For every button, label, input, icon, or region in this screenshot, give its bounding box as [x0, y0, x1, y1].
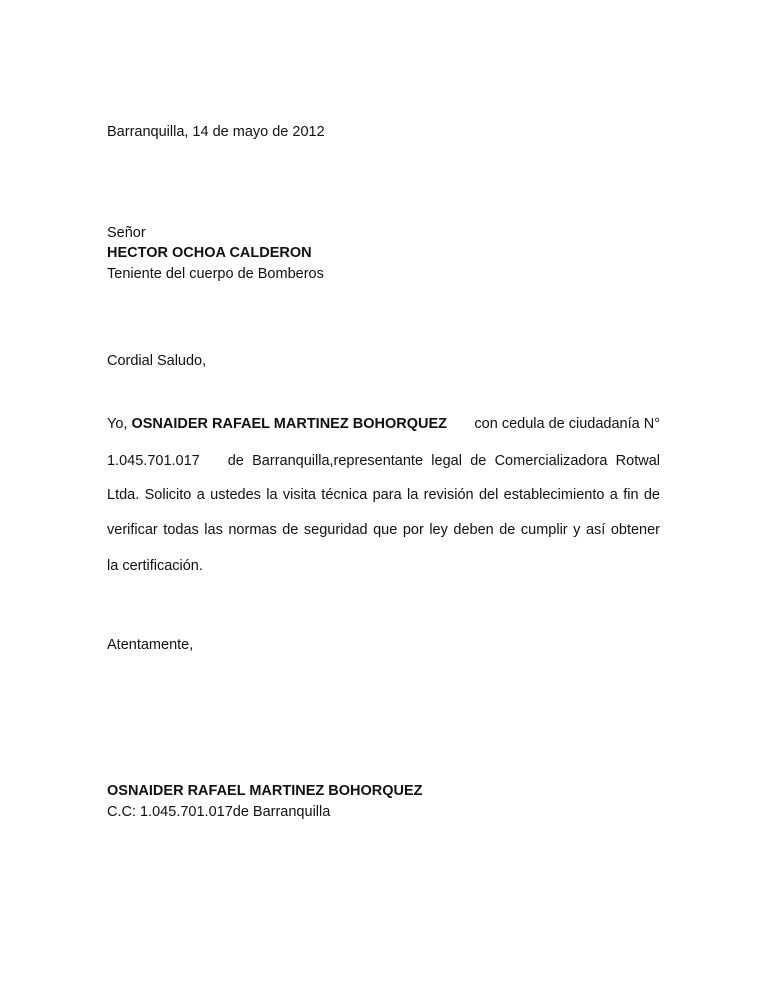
body-line-3: Ltda. Solicito a ustedes la visita técnica para la revisión del establecimiento a fin de	[107, 487, 660, 503]
salutation-title: Señor	[107, 225, 146, 241]
letter-date: Barranquilla, 14 de mayo de 2012	[107, 124, 325, 140]
body-prefix: Yo,	[107, 416, 128, 432]
recipient-role: Teniente del cuerpo de Bomberos	[107, 266, 324, 282]
body-line-1-suffix: con cedula de ciudadanía N°	[474, 416, 660, 432]
body-line-5: la certificación.	[107, 558, 203, 574]
recipient-name: HECTOR OCHOA CALDERON	[107, 245, 312, 261]
body-line-4: verificar todas las normas de seguridad que por ley deben de cumplir y así obtener	[107, 522, 660, 538]
body-line-2	[107, 453, 660, 469]
applicant-name: OSNAIDER RAFAEL MARTINEZ BOHORQUEZ	[131, 416, 447, 432]
body-line-2-rest: de Barranquilla,representante legal de Comercializadora Rotwal	[227, 453, 660, 469]
greeting: Cordial Saludo,	[107, 353, 207, 369]
signature-id: C.C: 1.045.701.017de Barranquilla	[107, 804, 331, 820]
body-line-1	[107, 416, 660, 432]
applicant-id: 1.045.701.017	[107, 453, 200, 469]
signature-name: OSNAIDER RAFAEL MARTINEZ BOHORQUEZ	[107, 783, 423, 799]
closing: Atentamente,	[107, 637, 194, 653]
